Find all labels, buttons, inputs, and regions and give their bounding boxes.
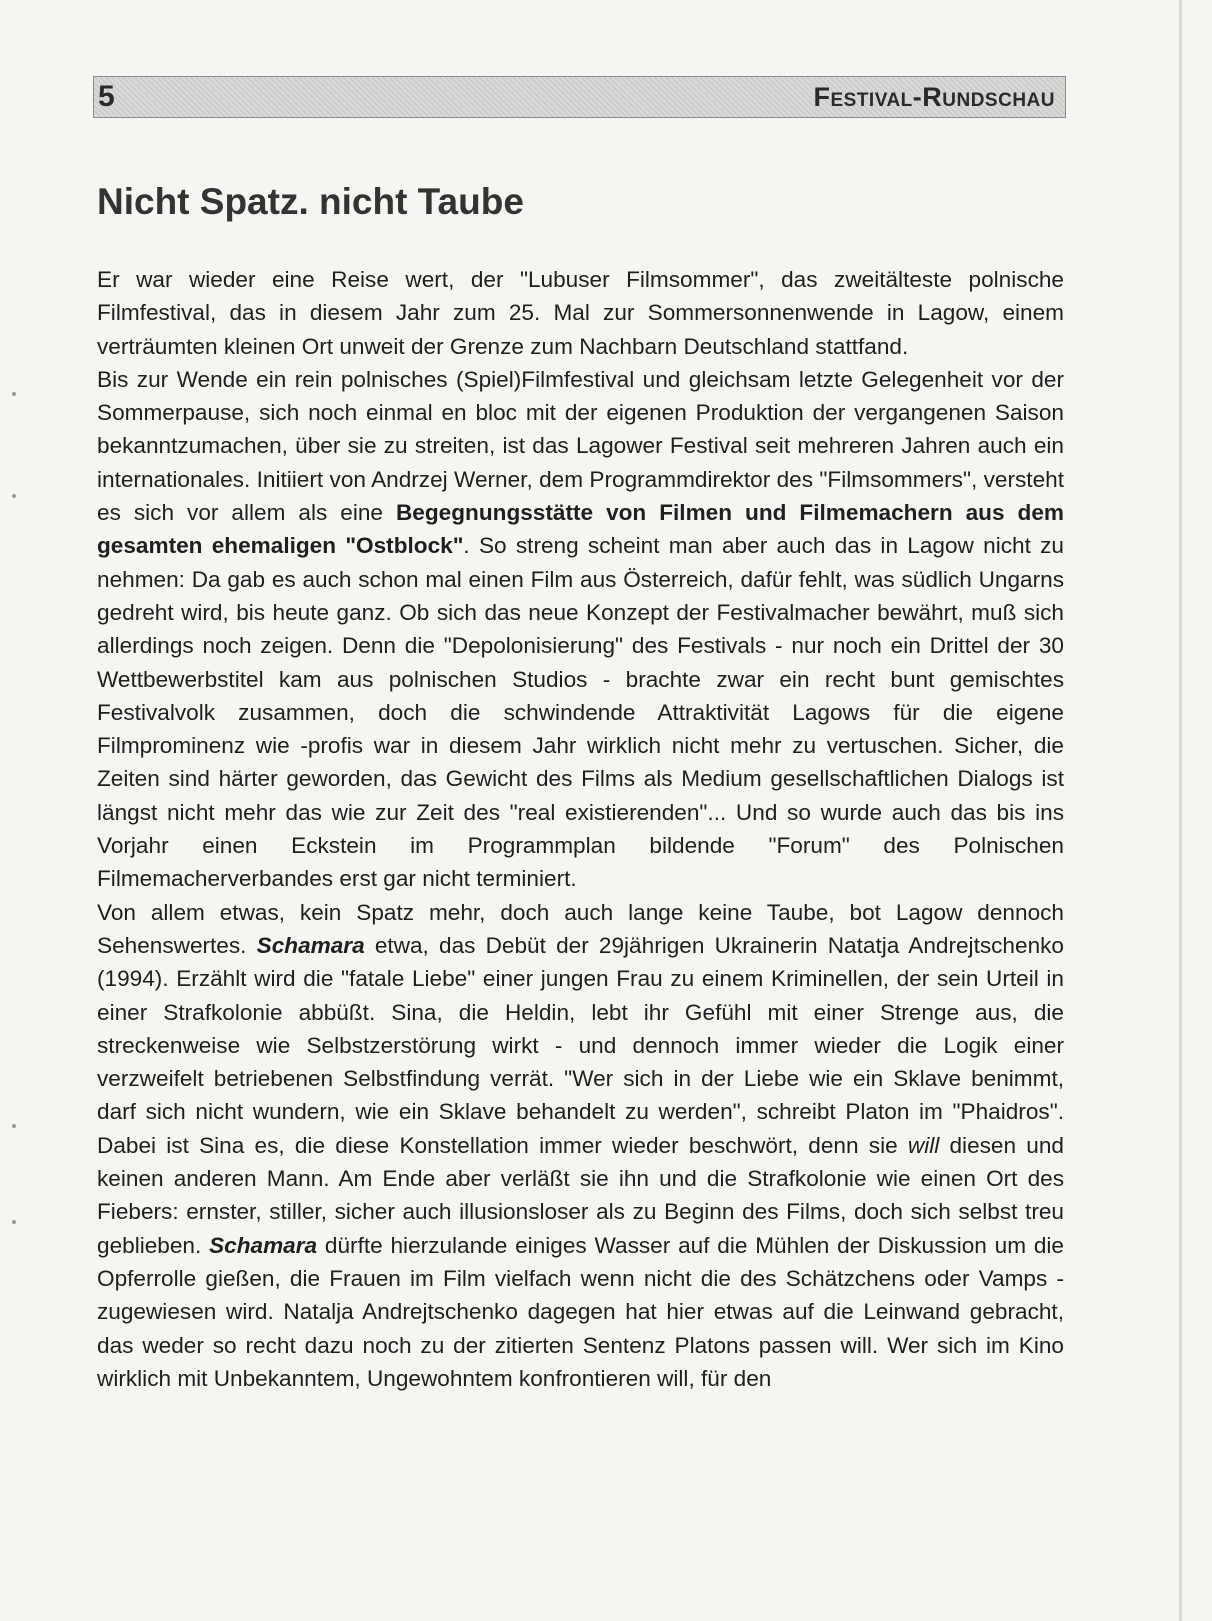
- film-title: Schamara: [256, 932, 365, 958]
- paragraph: [97, 896, 1064, 1395]
- page-edge: [1179, 0, 1182, 1621]
- article-body: [97, 263, 1064, 1395]
- margin-dot: [12, 494, 16, 498]
- film-title: Schamara: [209, 1232, 318, 1258]
- highlighted-phrase: Begegnungsstätte von Filmen und Filmemachern aus dem gesamten ehemaligen "Ostblock": [97, 500, 1064, 559]
- paragraph: [97, 363, 1064, 896]
- margin-dot: [12, 392, 16, 396]
- section-title: Festival-Rundschau: [813, 82, 1055, 112]
- paragraph-text: Von allem etwas, kein Spatz mehr, doch auch lange keine Taube, bot Lagow dennoch Sehenswertes.: [97, 899, 1064, 958]
- paragraph-text: Bis zur Wende ein rein polnisches (Spiel)Filmfestival und gleichsam letzte Gelegenheit vor der Sommerpause, sich noch einmal en bloc mit der eigenen Produktion der vergangenen Saison bekanntzumachen, über sie zu streiten, ist das Lagower Festival seit mehreren Jahren auch ein internationales. Initiiert von Andrzej Werner, dem Programmdirektor des "Filmsommers", versteht es sich vor allem als eine: [97, 366, 1064, 526]
- paragraph-text: diesen und keinen anderen Mann. Am Ende aber verläßt sie ihn und die Strafkolonie wie einen Ort des Fiebers: ernster, stiller, sicher auch illusionsloser als zu Beginn des Films, doch sich selbst treu geblieben.: [97, 1132, 1064, 1258]
- page-number: 5: [98, 80, 115, 113]
- paragraph-text: dürfte hierzulande einiges Wasser auf die Mühlen der Diskussion um die Opferrolle gießen, die Frauen im Film vielfach wenn nicht die des Schätzchens oder Vamps - zugewiesen wird. Natalja Andrejtschenko dagegen hat hier etwas auf die Leinwand gebracht, das weder so recht dazu noch zu der zitierten Sentenz Platons passen will. Wer sich im Kino wirklich mit Unbekanntem, Ungewohntem konfrontieren will, für den: [97, 1232, 1064, 1391]
- running-header: [93, 76, 1066, 118]
- paragraph-text: . So streng scheint man aber auch das in Lagow nicht zu nehmen: Da gab es auch schon mal einen Film aus Österreich, dafür fehlt, was südlich Ungarns gedreht wird, bis heute ganz. Ob sich das neue Konzept der Festivalmacher bewährt, muß sich allerdings noch zeigen. Denn die "Depolonisierung" des Festivals - nur noch ein Drittel der 30 Wettbewerbstitel kam aus polnischen Studios - brachte zwar ein recht bunt gemischtes Festivalvolk zusammen, doch die schwindende Attraktivität Lagows für die eigene Filmprominenz wie -profis war in diesem Jahr wirklich nicht mehr zu vertuschen. Sicher, die Zeiten sind härter geworden, das Gewicht des Films als Medium gesellschaftlichen Dialogs ist längst nicht mehr das wie zur Zeit des "real existierenden"... Und so wurde auch das bis ins Vorjahr einen Eckstein im Programmplan bildende "Forum" des Polnischen Filmemacherverbandes erst gar nicht terminiert.: [97, 533, 1064, 892]
- paragraph-text: Er war wieder eine Reise wert, der "Lubuser Filmsommer", das zweitälteste polnische Filmfestival, das in diesem Jahr zum 25. Mal zur Sommersonnenwende in Lagow, einem verträumten kleinen Ort unweit der Grenze zum Nachbarn Deutschland stattfand.: [97, 267, 1064, 359]
- paragraph: [97, 263, 1064, 363]
- margin-dot: [12, 1124, 16, 1128]
- emphasis: will: [907, 1132, 940, 1158]
- margin-dot: [12, 1220, 16, 1224]
- article-title: Nicht Spatz. nicht Taube: [97, 181, 524, 222]
- paragraph-text: etwa, das Debüt der 29jährigen Ukrainerin Natatja Andrejtschenko (1994). Erzählt wird die "fatale Liebe" einer jungen Frau zu einem Kriminellen, der sein Urteil in einer Strafkolonie abbüßt. Sina, die Heldin, lebt ihr Gefühl mit einer Strenge aus, die streckenweise wie Selbstzerstörung wirkt - und dennoch immer wieder die Logik einer verzweifelt betriebenen Selbstfindung verrät. "Wer sich in der Liebe wie ein Sklave benimmt, darf sich nicht wundern, wie ein Sklave behandelt zu werden", schreibt Platon im "Phaidros". Dabei ist Sina es, die diese Konstellation immer wieder beschwört, denn sie: [97, 932, 1064, 1158]
